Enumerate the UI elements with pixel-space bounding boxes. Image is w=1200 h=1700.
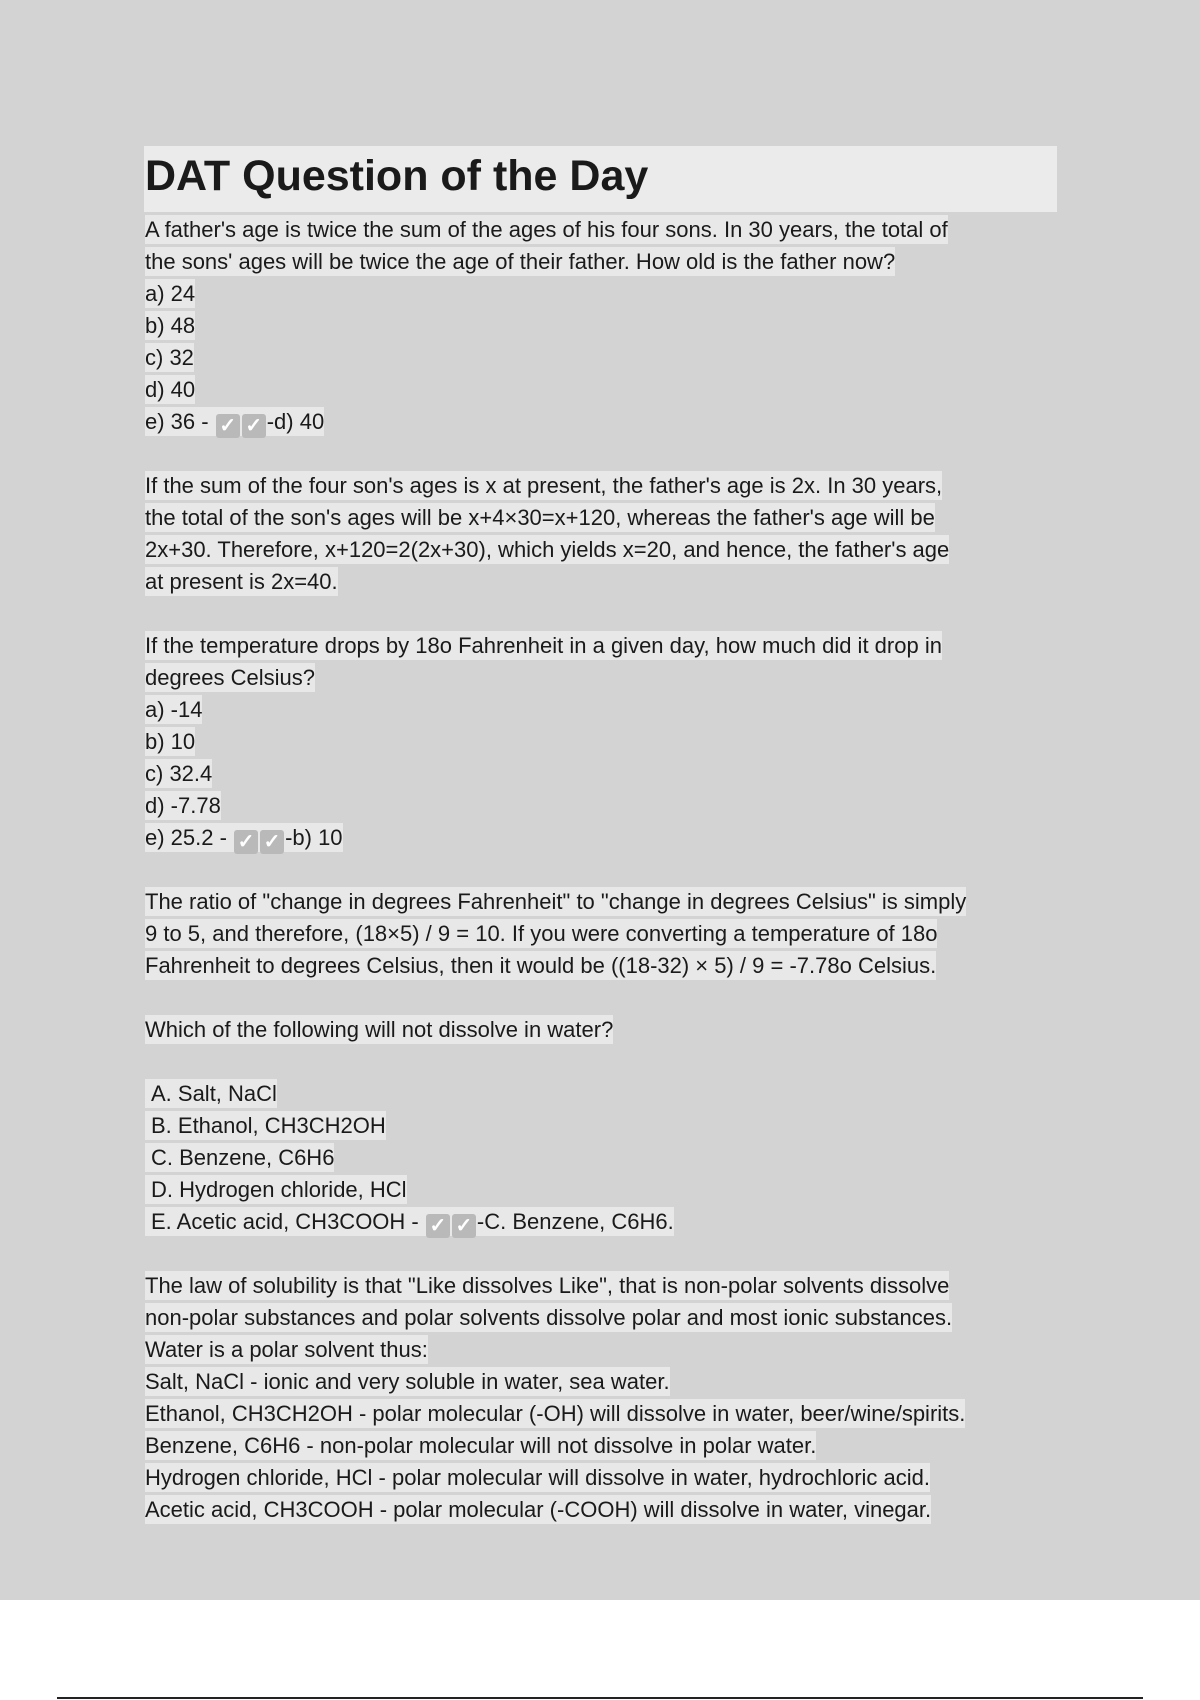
question-1-option-a: a) 24 bbox=[145, 281, 196, 306]
question-3-explanation-line: Hydrogen chloride, HCl - polar molecular will dissolve in water, hydrochloric acid. bbox=[145, 1465, 930, 1490]
question-2-explanation-line: 9 to 5, and therefore, (18×5) / 9 = 10. If you were converting a temperature of 18o bbox=[145, 921, 938, 946]
check-mark-icon: ✓ bbox=[452, 1214, 476, 1238]
question-2-explanation-line: The ratio of "change in degrees Fahrenheit" to "change in degrees Celsius" is simply bbox=[145, 889, 967, 914]
check-mark-icon: ✓ bbox=[242, 414, 266, 438]
question-1-stem-line: the sons' ages will be twice the age of their father. How old is the father now? bbox=[145, 249, 896, 274]
question-1-option-b: b) 48 bbox=[145, 313, 196, 338]
footer-divider bbox=[57, 1697, 1143, 1699]
question-3-option-e-text: E. Acetic acid, CH3COOH - bbox=[151, 1209, 419, 1234]
question-3-option-a: A. Salt, NaCl bbox=[145, 1079, 277, 1108]
question-1-explanation-line: If the sum of the four son's ages is x at present, the father's age is 2x. In 30 years, bbox=[145, 473, 943, 498]
question-1-option-e bbox=[145, 407, 324, 436]
question-2-option-c: c) 32.4 bbox=[145, 761, 213, 786]
question-3-explanation-line: Salt, NaCl - ionic and very soluble in water, sea water. bbox=[145, 1369, 670, 1394]
question-2-explanation-line: Fahrenheit to degrees Celsius, then it would be ((18-32) × 5) / 9 = -7.78o Celsius. bbox=[145, 953, 937, 978]
question-2-option-a: a) -14 bbox=[145, 697, 203, 722]
question-2-option-e bbox=[145, 823, 343, 852]
question-3-explanation-line: Ethanol, CH3CH2OH - polar molecular (-OH) will dissolve in water, beer/wine/spirits. bbox=[145, 1401, 966, 1426]
question-3-stem-line: Which of the following will not dissolve in water? bbox=[145, 1017, 614, 1042]
document-content bbox=[145, 146, 1060, 1526]
question-3-option-d: D. Hydrogen chloride, HCl bbox=[145, 1175, 407, 1204]
question-2-option-e-text: e) 25.2 - bbox=[145, 825, 227, 850]
question-3-answer: -C. Benzene, C6H6. bbox=[476, 1209, 674, 1234]
question-1-option-e-text: e) 36 - bbox=[145, 409, 209, 434]
question-1-option-d: d) 40 bbox=[145, 377, 196, 402]
question-2-answer: -b) 10 bbox=[285, 825, 343, 850]
question-2-stem-line: degrees Celsius? bbox=[145, 665, 315, 690]
question-1-explanation-line: the total of the son's ages will be x+4×30=x+120, whereas the father's age will be bbox=[145, 505, 935, 530]
question-3-explanation-line: Acetic acid, CH3COOH - polar molecular (-COOH) will dissolve in water, vinegar. bbox=[145, 1497, 932, 1522]
check-mark-icon: ✓ bbox=[260, 830, 284, 854]
question-2 bbox=[145, 630, 1060, 982]
question-1-answer: -d) 40 bbox=[266, 409, 325, 434]
title-banner bbox=[144, 146, 1057, 212]
question-3-option-c: C. Benzene, C6H6 bbox=[145, 1143, 334, 1172]
question-3-option-e bbox=[145, 1207, 674, 1236]
question-2-option-b: b) 10 bbox=[145, 729, 196, 754]
question-3-explanation-line: non-polar substances and polar solvents dissolve polar and most ionic substances. bbox=[145, 1305, 953, 1330]
question-1-explanation-line: at present is 2x=40. bbox=[145, 569, 338, 594]
question-3-option-b: B. Ethanol, CH3CH2OH bbox=[145, 1111, 386, 1140]
question-1-option-c: c) 32 bbox=[145, 345, 194, 370]
question-3-explanation-line: The law of solubility is that "Like dissolves Like", that is non-polar solvents dissolve bbox=[145, 1273, 950, 1298]
check-mark-icon: ✓ bbox=[216, 414, 240, 438]
question-3-explanation-line: Benzene, C6H6 - non-polar molecular will not dissolve in polar water. bbox=[145, 1433, 817, 1458]
question-3-explanation-line: Water is a polar solvent thus: bbox=[145, 1337, 428, 1362]
check-mark-icon: ✓ bbox=[426, 1214, 450, 1238]
question-1-stem-line: A father's age is twice the sum of the ages of his four sons. In 30 years, the total of bbox=[145, 217, 948, 242]
check-mark-icon: ✓ bbox=[234, 830, 258, 854]
question-3 bbox=[145, 1014, 1060, 1526]
question-1-explanation-line: 2x+30. Therefore, x+120=2(2x+30), which yields x=20, and hence, the father's age bbox=[145, 537, 950, 562]
page-title: DAT Question of the Day bbox=[145, 152, 649, 200]
question-2-option-d: d) -7.78 bbox=[145, 793, 221, 818]
question-1 bbox=[145, 214, 1060, 598]
question-2-stem-line: If the temperature drops by 18o Fahrenheit in a given day, how much did it drop in bbox=[145, 633, 942, 658]
